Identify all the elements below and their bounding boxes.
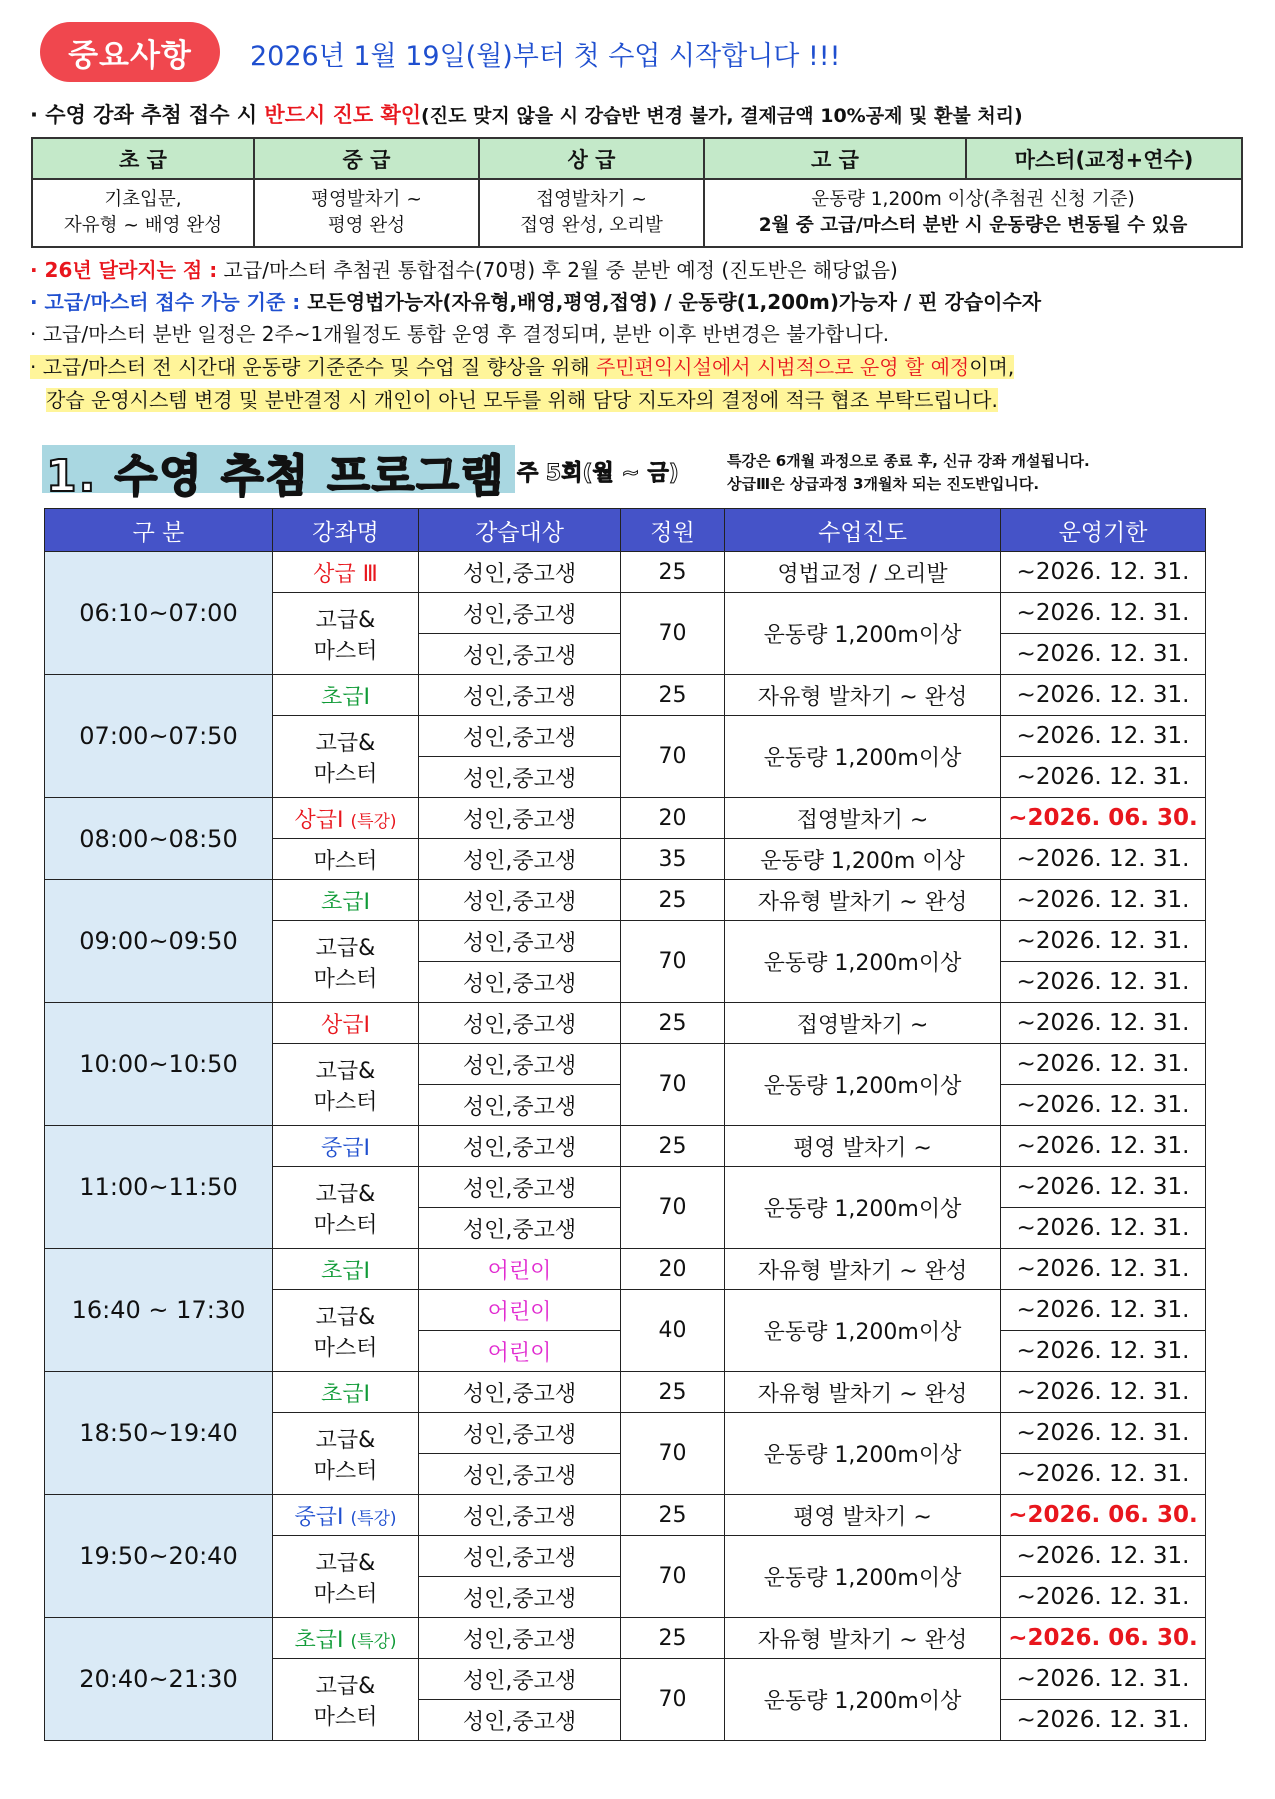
time-slot: 16:40 ~ 17:30 bbox=[45, 1249, 273, 1372]
table-row bbox=[45, 1618, 1206, 1659]
target: 성인,중고생 bbox=[419, 1618, 621, 1659]
time-slot: 18:50~19:40 bbox=[45, 1372, 273, 1495]
time-slot: 20:40~21:30 bbox=[45, 1618, 273, 1741]
progress: 운동량 1,200m이상 bbox=[725, 593, 1001, 675]
period: ~2026. 12. 31. bbox=[1001, 1659, 1206, 1700]
program-note-2: 상급Ⅲ은 상급과정 3개월차 되는 진도반입니다. bbox=[727, 475, 1040, 493]
time-slot: 11:00~11:50 bbox=[45, 1126, 273, 1249]
target: 성인,중고생 bbox=[419, 798, 621, 839]
target: 어린이 bbox=[419, 1290, 621, 1331]
col-header-target: 강습대상 bbox=[419, 509, 621, 552]
target: 성인,중고생 bbox=[419, 1659, 621, 1700]
capacity: 25 bbox=[621, 552, 725, 593]
course-name: 초급Ⅰ bbox=[273, 1372, 419, 1413]
target: 성인,중고생 bbox=[419, 839, 621, 880]
note-criteria: · 고급/마스터 접수 가능 기준 : 모든영법가능자(자유형,배영,평영,접영) / 운동량(1,200m)가능자 / 핀 강습이수자 bbox=[30, 290, 1042, 314]
target: 성인,중고생 bbox=[419, 1454, 621, 1495]
target: 성인,중고생 bbox=[419, 675, 621, 716]
period: ~2026. 12. 31. bbox=[1001, 880, 1206, 921]
period: ~2026. 12. 31. bbox=[1001, 1372, 1206, 1413]
progress: 접영발차기 ~ bbox=[725, 1003, 1001, 1044]
time-slot: 19:50~20:40 bbox=[45, 1495, 273, 1618]
capacity: 70 bbox=[621, 716, 725, 798]
target: 성인,중고생 bbox=[419, 1003, 621, 1044]
course-name: 상급Ⅰ bbox=[273, 1003, 419, 1044]
course-name: 고급& 마스터 bbox=[273, 716, 419, 798]
progress: 접영발차기 ~ bbox=[725, 798, 1001, 839]
period: ~2026. 12. 31. bbox=[1001, 757, 1206, 798]
target: 성인,중고생 bbox=[419, 921, 621, 962]
course-name: 고급& 마스터 bbox=[273, 1167, 419, 1249]
progress: 평영 발차기 ~ bbox=[725, 1126, 1001, 1167]
level-table bbox=[31, 137, 1243, 248]
target: 성인,중고생 bbox=[419, 1495, 621, 1536]
course-name: 마스터 bbox=[273, 839, 419, 880]
period: ~2026. 12. 31. bbox=[1001, 716, 1206, 757]
course-name: 중급Ⅰ (특강) bbox=[273, 1495, 419, 1536]
level-header-advanced: 상 급 bbox=[479, 138, 704, 179]
capacity: 70 bbox=[621, 1167, 725, 1249]
level-desc-advanced: 접영발차기 ~ 접영 완성, 오리발 bbox=[479, 179, 704, 247]
progress: 운동량 1,200m이상 bbox=[725, 1290, 1001, 1372]
table-row bbox=[45, 1249, 1206, 1290]
progress: 운동량 1,200m이상 bbox=[725, 716, 1001, 798]
progress: 자유형 발차기 ~ 완성 bbox=[725, 675, 1001, 716]
time-slot: 06:10~07:00 bbox=[45, 552, 273, 675]
capacity: 70 bbox=[621, 1044, 725, 1126]
progress: 운동량 1,200m이상 bbox=[725, 1044, 1001, 1126]
period: ~2026. 12. 31. bbox=[1001, 1044, 1206, 1085]
period: ~2026. 12. 31. bbox=[1001, 1249, 1206, 1290]
capacity: 20 bbox=[621, 1249, 725, 1290]
period: ~2026. 12. 31. bbox=[1001, 593, 1206, 634]
target: 성인,중고생 bbox=[419, 1208, 621, 1249]
period: ~2026. 06. 30. bbox=[1001, 1618, 1206, 1659]
progress: 자유형 발차기 ~ 완성 bbox=[725, 1372, 1001, 1413]
capacity: 70 bbox=[621, 1659, 725, 1741]
note-cooperation: 강습 운영시스템 변경 및 분반결정 시 개인이 아닌 모두를 위해 담당 지도자의 결정에 적극 협조 부탁드립니다. bbox=[46, 388, 998, 412]
period: ~2026. 12. 31. bbox=[1001, 1003, 1206, 1044]
notice-suffix: (진도 맞지 않을 시 강습반 변경 불가, 결제금액 10%공제 및 환불 처리) bbox=[421, 105, 1023, 127]
course-name: 고급& 마스터 bbox=[273, 1290, 419, 1372]
program-note bbox=[727, 450, 1090, 496]
period: ~2026. 12. 31. bbox=[1001, 1577, 1206, 1618]
target: 성인,중고생 bbox=[419, 552, 621, 593]
course-name: 고급& 마스터 bbox=[273, 1659, 419, 1741]
progress: 운동량 1,200m 이상 bbox=[725, 839, 1001, 880]
target: 성인,중고생 bbox=[419, 1167, 621, 1208]
capacity: 25 bbox=[621, 1372, 725, 1413]
progress: 운동량 1,200m이상 bbox=[725, 1167, 1001, 1249]
target: 성인,중고생 bbox=[419, 880, 621, 921]
period: ~2026. 12. 31. bbox=[1001, 1085, 1206, 1126]
period: ~2026. 12. 31. bbox=[1001, 839, 1206, 880]
start-date-headline: 2026년 1월 19일(월)부터 첫 수업 시작합니다 !!! bbox=[250, 41, 841, 72]
target: 성인,중고생 bbox=[419, 1536, 621, 1577]
period: ~2026. 06. 30. bbox=[1001, 798, 1206, 839]
time-slot: 10:00~10:50 bbox=[45, 1003, 273, 1126]
target: 성인,중고생 bbox=[419, 757, 621, 798]
time-slot: 07:00~07:50 bbox=[45, 675, 273, 798]
level-desc-beginner: 기초입문, 자유형 ~ 배영 완성 bbox=[32, 179, 254, 247]
course-name: 중급Ⅰ bbox=[273, 1126, 419, 1167]
target: 성인,중고생 bbox=[419, 1372, 621, 1413]
table-row bbox=[45, 1372, 1206, 1413]
period: ~2026. 12. 31. bbox=[1001, 1331, 1206, 1372]
period: ~2026. 12. 31. bbox=[1001, 921, 1206, 962]
period: ~2026. 12. 31. bbox=[1001, 1536, 1206, 1577]
period: ~2026. 12. 31. bbox=[1001, 1700, 1206, 1741]
col-header-course: 강좌명 bbox=[273, 509, 419, 552]
capacity: 40 bbox=[621, 1290, 725, 1372]
table-row bbox=[45, 880, 1206, 921]
table-row bbox=[45, 1126, 1206, 1167]
capacity: 70 bbox=[621, 921, 725, 1003]
period: ~2026. 12. 31. bbox=[1001, 1208, 1206, 1249]
time-slot: 09:00~09:50 bbox=[45, 880, 273, 1003]
note-pilot: · 고급/마스터 전 시간대 운동량 기준준수 및 수업 질 향상을 위해 주민편익시설에서 시범적으로 운영 할 예정이며, bbox=[30, 355, 1015, 379]
notice-prefix: · 수영 강좌 추첨 접수 시 bbox=[30, 103, 265, 127]
progress: 영법교정 / 오리발 bbox=[725, 552, 1001, 593]
target: 성인,중고생 bbox=[419, 1126, 621, 1167]
course-name: 고급& 마스터 bbox=[273, 1044, 419, 1126]
progress: 운동량 1,200m이상 bbox=[725, 1413, 1001, 1495]
target: 성인,중고생 bbox=[419, 716, 621, 757]
course-name: 고급& 마스터 bbox=[273, 1536, 419, 1618]
target: 성인,중고생 bbox=[419, 1413, 621, 1454]
table-row bbox=[45, 552, 1206, 593]
capacity: 20 bbox=[621, 798, 725, 839]
progress: 운동량 1,200m이상 bbox=[725, 1659, 1001, 1741]
table-row bbox=[45, 1495, 1206, 1536]
level-header-beginner: 초 급 bbox=[32, 138, 254, 179]
capacity: 70 bbox=[621, 1536, 725, 1618]
course-name: 초급Ⅰ bbox=[273, 675, 419, 716]
progress: 자유형 발차기 ~ 완성 bbox=[725, 1249, 1001, 1290]
capacity: 25 bbox=[621, 1003, 725, 1044]
target: 성인,중고생 bbox=[419, 962, 621, 1003]
col-header-period: 운영기한 bbox=[1001, 509, 1206, 552]
period: ~2026. 12. 31. bbox=[1001, 675, 1206, 716]
level-desc-master: 운동량 1,200m 이상(추첨권 신청 기준) 2월 중 고급/마스터 분반 시 운동량은 변동될 수 있음 bbox=[704, 179, 1242, 247]
level-header-high: 고 급 bbox=[704, 138, 966, 179]
table-row bbox=[45, 1003, 1206, 1044]
capacity: 70 bbox=[621, 593, 725, 675]
period: ~2026. 12. 31. bbox=[1001, 1413, 1206, 1454]
col-header-time: 구 분 bbox=[45, 509, 273, 552]
note-changes: · 26년 달라지는 점 : 고급/마스터 추첨권 통합접수(70명) 후 2월 중 분반 예정 (진도반은 해당없음) bbox=[30, 258, 898, 282]
schedule-table bbox=[44, 508, 1206, 1741]
time-slot: 08:00~08:50 bbox=[45, 798, 273, 880]
period: ~2026. 12. 31. bbox=[1001, 1126, 1206, 1167]
notice-registration bbox=[30, 102, 1023, 129]
period: ~2026. 06. 30. bbox=[1001, 1495, 1206, 1536]
level-header-master: 마스터(교정+연수) bbox=[966, 138, 1242, 179]
col-header-capacity: 정원 bbox=[621, 509, 725, 552]
level-header-intermediate: 중 급 bbox=[254, 138, 479, 179]
notice-highlight: 반드시 진도 확인 bbox=[264, 103, 422, 127]
period: ~2026. 12. 31. bbox=[1001, 1167, 1206, 1208]
program-subtitle: 주 5회(월 ~ 금) bbox=[517, 461, 679, 486]
target: 어린이 bbox=[419, 1331, 621, 1372]
table-row bbox=[45, 675, 1206, 716]
capacity: 25 bbox=[621, 1618, 725, 1659]
course-name: 초급Ⅰ bbox=[273, 880, 419, 921]
progress: 자유형 발차기 ~ 완성 bbox=[725, 1618, 1001, 1659]
progress: 자유형 발차기 ~ 완성 bbox=[725, 880, 1001, 921]
course-name: 고급& 마스터 bbox=[273, 921, 419, 1003]
level-desc-intermediate: 평영발차기 ~ 평영 완성 bbox=[254, 179, 479, 247]
period: ~2026. 12. 31. bbox=[1001, 962, 1206, 1003]
target: 성인,중고생 bbox=[419, 1044, 621, 1085]
course-name: 초급Ⅰ (특강) bbox=[273, 1618, 419, 1659]
capacity: 35 bbox=[621, 839, 725, 880]
course-name: 상급 Ⅲ bbox=[273, 552, 419, 593]
capacity: 25 bbox=[621, 675, 725, 716]
table-row bbox=[45, 798, 1206, 839]
course-name: 고급& 마스터 bbox=[273, 593, 419, 675]
target: 성인,중고생 bbox=[419, 1085, 621, 1126]
target: 성인,중고생 bbox=[419, 634, 621, 675]
progress: 운동량 1,200m이상 bbox=[725, 1536, 1001, 1618]
capacity: 25 bbox=[621, 1126, 725, 1167]
course-name: 고급& 마스터 bbox=[273, 1413, 419, 1495]
target: 어린이 bbox=[419, 1249, 621, 1290]
program-title: 1. 수영 추첨 프로그램 bbox=[46, 451, 506, 502]
important-badge: 중요사항 bbox=[40, 22, 220, 82]
period: ~2026. 12. 31. bbox=[1001, 1290, 1206, 1331]
target: 성인,중고생 bbox=[419, 1577, 621, 1618]
capacity: 25 bbox=[621, 880, 725, 921]
capacity: 25 bbox=[621, 1495, 725, 1536]
course-name: 초급Ⅰ bbox=[273, 1249, 419, 1290]
col-header-progress: 수업진도 bbox=[725, 509, 1001, 552]
capacity: 70 bbox=[621, 1413, 725, 1495]
target: 성인,중고생 bbox=[419, 593, 621, 634]
progress: 운동량 1,200m이상 bbox=[725, 921, 1001, 1003]
target: 성인,중고생 bbox=[419, 1700, 621, 1741]
period: ~2026. 12. 31. bbox=[1001, 1454, 1206, 1495]
note-split-schedule: · 고급/마스터 분반 일정은 2주~1개월정도 통합 운영 후 결정되며, 분반 이후 반변경은 불가합니다. bbox=[30, 322, 890, 346]
program-note-1: 특강은 6개월 과정으로 종료 후, 신규 강좌 개설됩니다. bbox=[727, 452, 1090, 470]
period: ~2026. 12. 31. bbox=[1001, 552, 1206, 593]
progress: 평영 발차기 ~ bbox=[725, 1495, 1001, 1536]
course-name: 상급Ⅰ (특강) bbox=[273, 798, 419, 839]
period: ~2026. 12. 31. bbox=[1001, 634, 1206, 675]
